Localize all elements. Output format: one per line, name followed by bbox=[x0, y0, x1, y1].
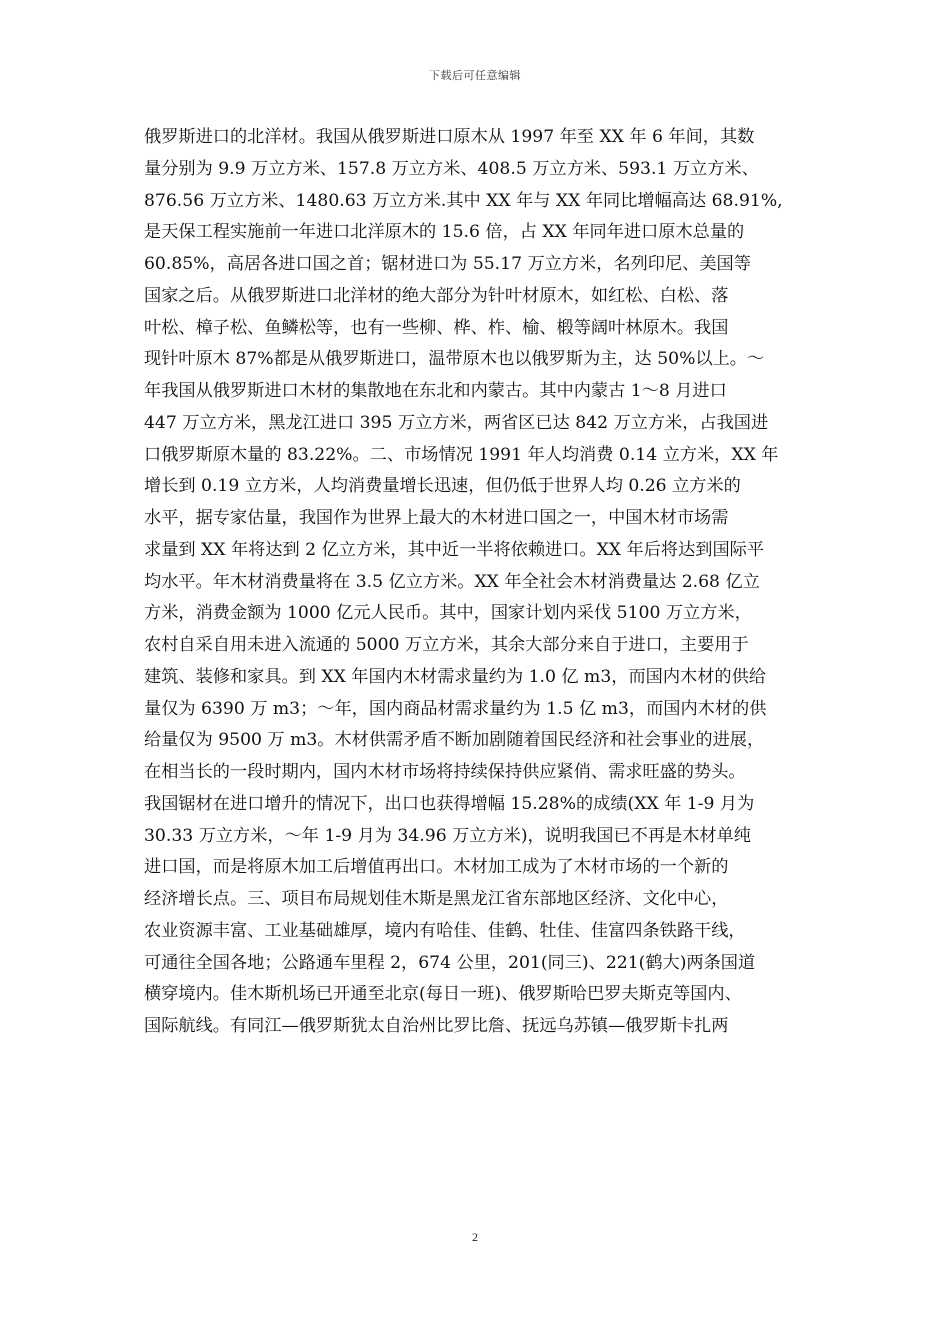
text-line: 农业资源丰富、工业基础雄厚，境内有哈佳、佳鹤、牡佳、佳富四条铁路干线， bbox=[144, 920, 746, 941]
text-line: 60.85%，高居各进口国之首；锯材进口为 55.17 万立方米，名列印尼、美国等 bbox=[144, 254, 751, 274]
text-line: 均水平。年木材消费量将在 3.5 亿立方米。XX 年全社会木材消费量达 2.68 亿立 bbox=[144, 571, 760, 592]
text-line: 经济增长点。三、项目布局规划佳木斯是黑龙江省东部地区经济、文化中心， bbox=[144, 889, 729, 909]
text-line: 国家之后。从俄罗斯进口北洋材的绝大部分为针叶材原木，如红松、白松、落 bbox=[144, 285, 729, 306]
text-line: 水平，据专家估量，我国作为世界上最大的木材进口国之一，中国木材市场需 bbox=[144, 508, 729, 528]
text-line: 30.33 万立方米，～年 1-9 月为 34.96 万立方米)，说明我国已不再是木材单纯 bbox=[144, 825, 751, 846]
text-line: 进口国，而是将原木加工后增值再出口。木材加工成为了木材市场的一个新的 bbox=[144, 857, 729, 878]
text-line: 增长到 0.19 立方米，人均消费量增长迅速，但仍低于世界人均 0.26 立方米的 bbox=[144, 476, 741, 497]
text-line: 876.56 万立方米、1480.63 万立方米.其中 XX 年与 XX 年同比增幅高达 68.91%, bbox=[144, 190, 783, 211]
page-number: 2 bbox=[472, 1230, 478, 1244]
text-line: 建筑、装修和家具。到 XX 年国内木材需求量约为 1.0 亿 m3，而国内木材的供给 bbox=[144, 666, 766, 687]
text-line: 在相当长的一段时期内，国内木材市场将持续保持供应紧俏、需求旺盛的势头。 bbox=[144, 762, 746, 782]
page-header: 下载后可任意编辑 bbox=[429, 69, 521, 82]
text-line: 现针叶原木 87%都是从俄罗斯进口，温带原木也以俄罗斯为主，达 50%以上。～ bbox=[144, 349, 765, 370]
text-line: 年我国从俄罗斯进口木材的集散地在东北和内蒙古。其中内蒙古 1～8 月进口 bbox=[144, 381, 727, 401]
text-line: 横穿境内。佳木斯机场已开通至北京(每日一班)、俄罗斯哈巴罗夫斯克等国内、 bbox=[144, 984, 742, 1005]
body-text bbox=[144, 122, 812, 1043]
text-line: 可通往全国各地；公路通车里程 2，674 公里，201(同三)、221(鹤大)两条国道 bbox=[144, 952, 756, 973]
text-line: 量分别为 9.9 万立方米、157.8 万立方米、408.5 万立方米、593.1 万立方米、 bbox=[144, 158, 759, 179]
text-line: 方米，消费金额为 1000 亿元人民币。其中，国家计划内采伐 5100 万立方米， bbox=[144, 603, 752, 624]
text-line: 给量仅为 9500 万 m3。木材供需矛盾不断加剧随着国民经济和社会事业的进展， bbox=[144, 730, 765, 751]
text-line: 口俄罗斯原木量的 83.22%。二、市场情况 1991 年人均消费 0.14 立方米，XX 年 bbox=[144, 444, 779, 465]
text-line: 我国锯材在进口增升的情况下，出口也获得增幅 15.28%的成绩(XX 年 1-9 月为 bbox=[144, 793, 755, 814]
text-line: 447 万立方米，黑龙江进口 395 万立方米，两省区已达 842 万立方米，占我国进 bbox=[144, 412, 769, 433]
text-line: 是天保工程实施前一年进口北洋原木的 15.6 倍，占 XX 年同年进口原木总量的 bbox=[144, 222, 745, 243]
text-line: 求量到 XX 年将达到 2 亿立方米，其中近一半将依赖进口。XX 年后将达到国际平 bbox=[144, 539, 765, 560]
text-line: 俄罗斯进口的北洋材。我国从俄罗斯进口原木从 1997 年至 XX 年 6 年间，其数 bbox=[144, 127, 755, 147]
text-line: 叶松、樟子松、鱼鳞松等，也有一些柳、桦、柞、榆、椴等阔叶林原木。我国 bbox=[144, 317, 729, 338]
text-line: 农村自采自用未进入流通的 5000 万立方米，其余大部分来自于进口，主要用于 bbox=[144, 635, 749, 655]
text-line: 量仅为 6390 万 m3；～年，国内商品材需求量约为 1.5 亿 m3，而国内木材的供 bbox=[144, 698, 767, 719]
text-line: 国际航线。有同江—俄罗斯犹太自治州比罗比詹、抚远乌苏镇—俄罗斯卡扎两 bbox=[144, 1016, 729, 1036]
